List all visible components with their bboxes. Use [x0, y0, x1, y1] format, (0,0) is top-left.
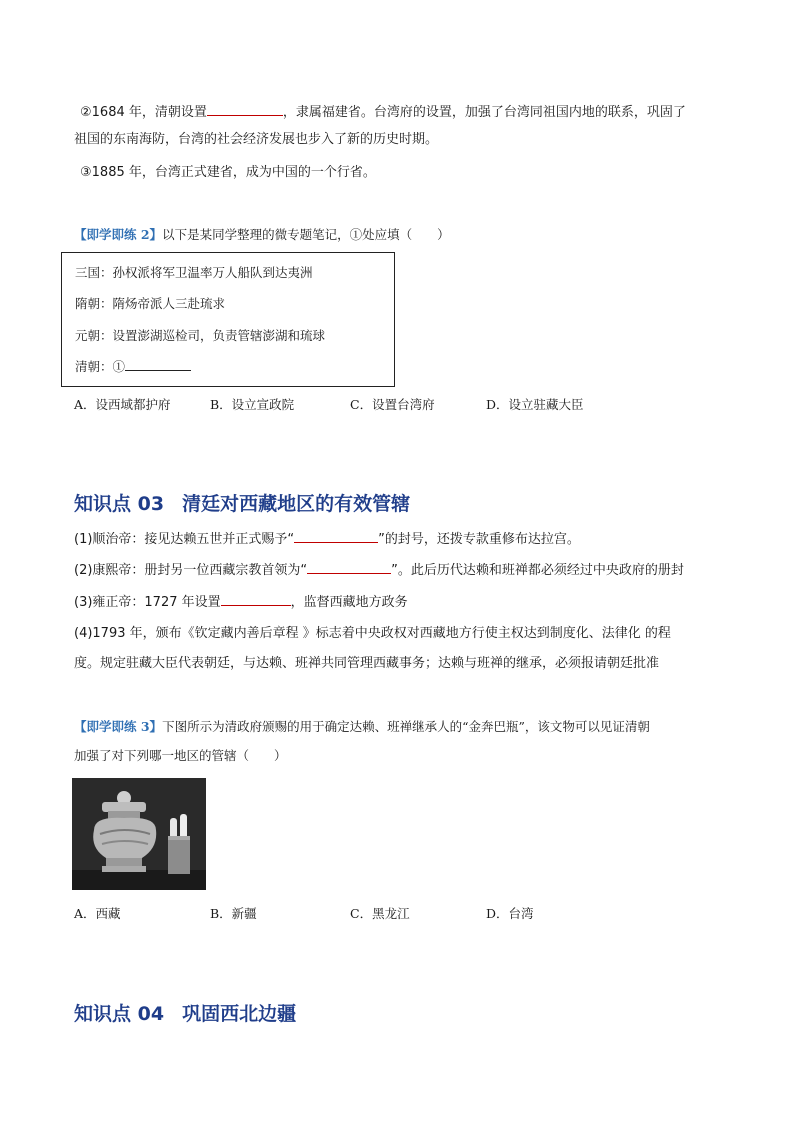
answer-blank [221, 593, 291, 606]
exercise-3-question-cont: 加强了对下列哪一地区的管辖（ ） [74, 748, 287, 763]
answer-blank [207, 103, 283, 116]
paragraph-item-3: ③1885 年，台湾正式建省，成为中国的一个行省。 [80, 165, 376, 180]
kp03-line-4: (4)1793 年，颁布《钦定藏内善后章程 》标志着中央政权对西藏地方行使主权达到制度化、法律化 的程 [74, 626, 671, 641]
option-d[interactable]: D．设立驻藏大臣 [486, 397, 584, 412]
note-row: 元朝：设置澎湖巡检司，负责管辖澎湖和琉球 [75, 328, 326, 343]
option-a[interactable]: A．设西域都护府 [74, 397, 171, 412]
kp03-line-4-cont: 度。规定驻藏大臣代表朝廷，与达赖、班禅共同管理西藏事务；达赖与班禅的继承，必须报请朝廷批准 [74, 656, 660, 671]
notes-box [61, 252, 395, 387]
option-a[interactable]: A．西藏 [74, 906, 121, 921]
golden-urn-photo [72, 778, 206, 890]
golden-urn-illustration [72, 778, 206, 890]
option-b[interactable]: B．新疆 [210, 906, 257, 921]
section-heading-kp04: 知识点 04 巩固西北边疆 [74, 1003, 297, 1025]
option-c[interactable]: C．黑龙江 [350, 906, 410, 921]
paragraph-item-2: ②1684 年，清朝设置 ，隶属福建省。台湾府的设置，加强了台湾同祖国内地的联系，巩固了 [80, 105, 686, 120]
kp03-line-1: (1)顺治帝：接见达赖五世并正式赐予“ ”的封号，还拨专款重修布达拉宫。 [74, 532, 580, 547]
exercise-2-question: 【即学即练 2】以下是某同学整理的微专题笔记，①处应填（ ） [74, 227, 450, 242]
answer-blank [307, 561, 391, 574]
kp03-line-2: (2)康熙帝：册封另一位西藏宗教首领为“ ”。此后历代达赖和班禅都必须经过中央政府的册封 [74, 563, 684, 578]
note-row: 三国：孙权派将军卫温率万人船队到达夷洲 [75, 265, 313, 280]
answer-blank [294, 530, 378, 543]
section-heading-kp03: 知识点 03 清廷对西藏地区的有效管辖 [74, 493, 411, 515]
exercise-3-question: 【即学即练 3】下图所示为清政府颁赐的用于确定达赖、班禅继承人的“金奔巴瓶”，该文物可以见证清朝 [74, 719, 650, 734]
note-row: 清朝：① [75, 357, 191, 375]
note-row: 隋朝：隋炀帝派人三赴琉求 [75, 296, 226, 311]
kp03-line-3: (3)雍正帝：1727 年设置 ，监督西藏地方政务 [74, 595, 408, 610]
option-c[interactable]: C．设置台湾府 [350, 397, 435, 412]
option-d[interactable]: D．台湾 [486, 906, 534, 921]
answer-blank [125, 358, 191, 371]
option-b[interactable]: B．设立宣政院 [210, 397, 295, 412]
paragraph-item-2-cont: 祖国的东南海防，台湾的社会经济发展也步入了新的历史时期。 [74, 132, 439, 147]
